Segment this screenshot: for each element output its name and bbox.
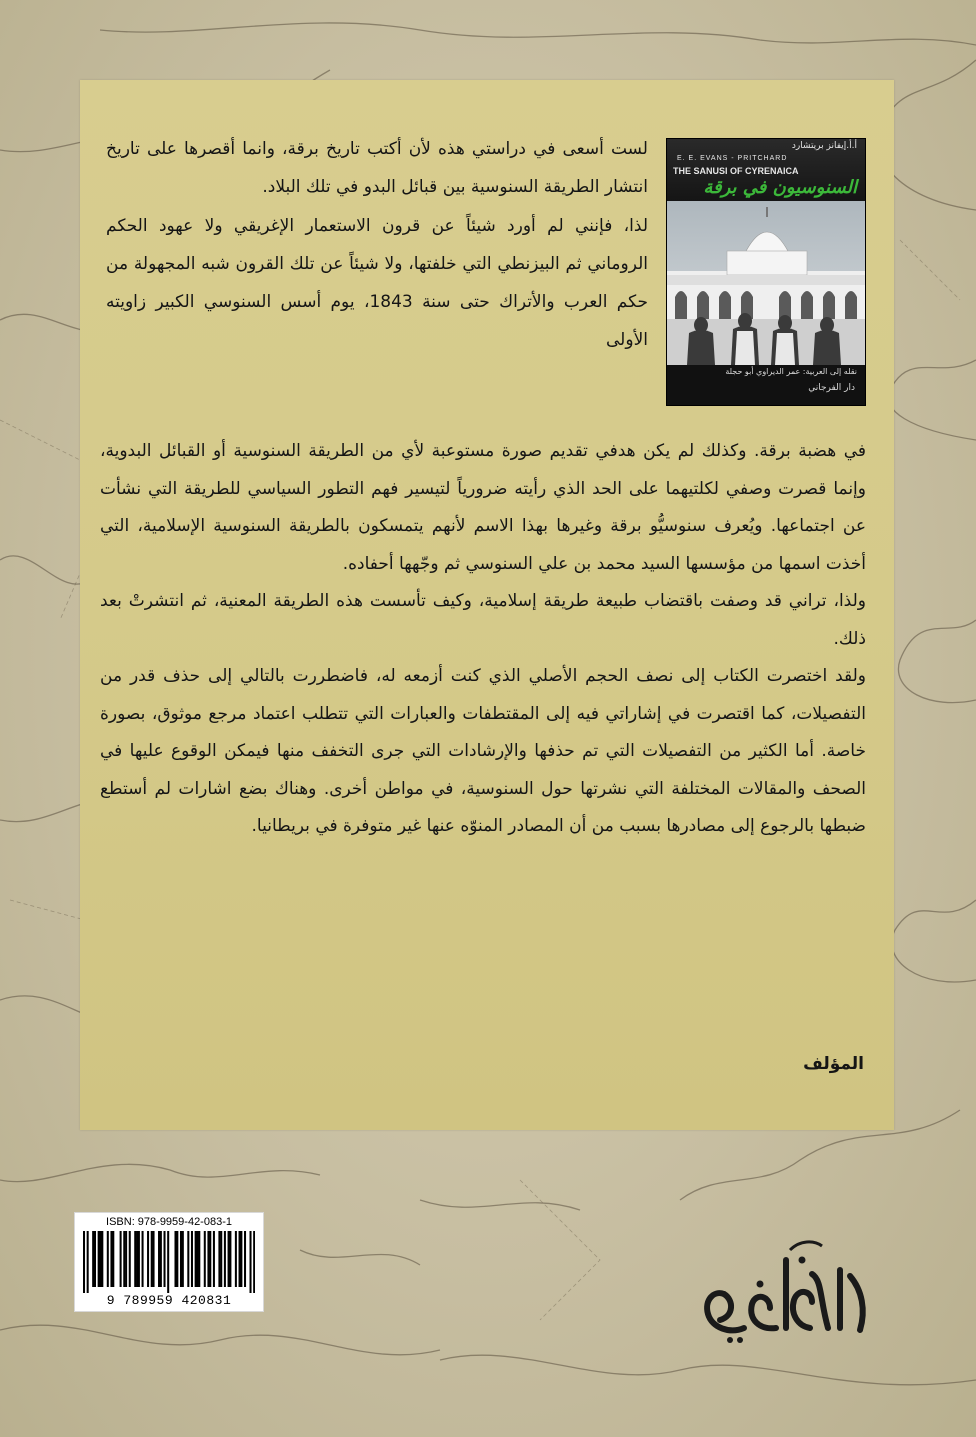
barcode-bar — [235, 1231, 237, 1287]
publisher-calligraphy — [690, 1230, 890, 1350]
barcode-bar — [92, 1231, 94, 1287]
barcode-bar — [220, 1231, 222, 1287]
barcode-bar — [174, 1231, 176, 1287]
barcode-bar — [191, 1231, 193, 1287]
barcode-bar — [125, 1231, 127, 1287]
isbn-barcode — [74, 1212, 264, 1312]
barcode-bar — [112, 1231, 114, 1287]
barcode-bar — [196, 1231, 198, 1287]
barcode-bar — [213, 1231, 215, 1287]
barcode-bar — [138, 1231, 140, 1287]
barcode-bar — [204, 1231, 206, 1287]
mosque-photo — [667, 201, 865, 365]
barcode-bar — [250, 1231, 252, 1293]
barcode-bar — [101, 1231, 103, 1287]
barcode-bar — [160, 1231, 162, 1287]
intro-text — [106, 130, 648, 360]
barcode-bar — [195, 1231, 197, 1287]
barcode-bar — [240, 1231, 242, 1287]
barcode-bar — [142, 1231, 144, 1287]
barcode-bar — [83, 1231, 85, 1293]
barcode-bar — [209, 1231, 211, 1287]
barcode-bar — [147, 1231, 149, 1287]
barcode-bar — [99, 1231, 101, 1287]
barcode-bar — [187, 1231, 189, 1287]
thumbnail-title-ar: السنوسيون في برقة — [703, 177, 857, 198]
author-signature: المؤلف — [803, 1054, 864, 1074]
body-paragraph-3: ولقد اختصرت الكتاب إلى نصف الحجم الأصلي الذي كنت أزمعه له، فاضطررت بالتالي إلى حذف قدر من التفصيلات، كما اقتصرت في إشاراتي فيه إلى المقتطفات والعبارات التي تتطلب اعتماد مرجع موثوق، بصورة خاصة. أما الكثير من التفصيلات التي تم حذفها والإرشادات التي جرى التخفف منها فيمكن الوقوع عليها في الصحف والمقالات المختلفة التي نشرتها حول السنوسية، في مواطن أخرى. وهناك بضع اشارات لم أستطع ضبطها بالرجوع إلى مصادرها بسبب من أن المصادر المنوّه عنها غير متوفرة في بريطانيا. — [100, 666, 866, 836]
barcode-bar — [164, 1231, 166, 1287]
barcode-bar — [176, 1231, 178, 1287]
publisher-logo — [690, 1230, 890, 1354]
barcode-bar — [180, 1231, 182, 1287]
barcode-bar — [167, 1231, 169, 1293]
body-text — [100, 433, 866, 846]
barcode-bar — [218, 1231, 220, 1287]
thumbnail-authors: E. E. EVANS - PRITCHARD — [677, 155, 788, 162]
barcode-bar — [94, 1231, 96, 1287]
thumbnail-title-en: THE SANUSI OF CYRENAICA — [673, 166, 799, 176]
book-cover-thumbnail — [666, 138, 866, 406]
barcode-bar — [158, 1231, 160, 1287]
intro-paragraph-1: لست أسعى في دراستي هذه لأن أكتب تاريخ برقة، وانما أقصرها على تاريخ انتشار الطريقة السنوسية بين قبائل البدو في تلك البلاد. — [106, 139, 648, 198]
barcode-bar — [153, 1231, 155, 1287]
barcode-bar — [244, 1231, 246, 1287]
intro-paragraph-2: لذا، فإنني لم أورد شيئاً عن قرون الاستعمار الإغريقي ولا عهود الحكم الروماني ثم البيزنطي التي خلفتها، ولا شيئاً عن تلك القرون شبه المجهولة من حكم العرب والأتراك حتى سنة 1843، يوم أسس السنوسي الكبير زاويته الأولى — [106, 215, 648, 351]
barcode-bar — [228, 1231, 230, 1287]
barcode-bar — [134, 1231, 136, 1287]
thumbnail-publisher-logo: دار الفرجاني — [808, 383, 855, 393]
barcode-bar — [129, 1231, 131, 1287]
barcode-bar — [182, 1231, 184, 1287]
barcode-bar — [239, 1231, 241, 1287]
barcode-bar — [98, 1231, 100, 1287]
barcode-bar — [198, 1231, 200, 1287]
barcode-bar — [229, 1231, 231, 1287]
body-paragraph-1: في هضبة برقة. وكذلك لم يكن هدفي تقديم صورة مستوعبة لأي من الطريقة السنوسية أو القبائل البدوية، وإنما قصرت وصفي لكلتيهما على الحد الذي رأيته ضرورياً لتيسير فهم التطور السياسي للطريقة التي نشأت عن اجتماعها. ويُعرف سنوسيُّو برقة وغيرها بهذا الاسم لأنهم يتمسكون بالطريقة السنوسية الإسلامية، التي أخذت اسمها من مؤسسها السيد محمد بن علي السنوسي ثم وجّهها أحفاده. — [100, 441, 866, 574]
thumbnail-translator: نقله إلى العربية: عمر الديراوي أبو حجلة — [725, 367, 857, 376]
isbn-label: ISBN: 978-9959-42-083-1 — [106, 1216, 232, 1228]
barcode-bar — [107, 1231, 109, 1287]
barcode-bar — [87, 1231, 89, 1293]
barcode-bar — [151, 1231, 153, 1287]
body-paragraph-2: ولذا، تراني قد وصفت باقتضاب طبيعة طريقة إسلامية، وكيف تأسست هذه الطريقة المعنية، ثم انتشرتْ بعد ذلك. — [100, 591, 866, 649]
thumbnail-series: أ.أ.إيفانز بريتشارد — [791, 141, 857, 151]
barcode-bar — [253, 1231, 255, 1293]
barcode-bars — [83, 1231, 255, 1293]
barcode-bar — [207, 1231, 209, 1287]
barcode-bar — [136, 1231, 138, 1287]
barcode-bar — [224, 1231, 226, 1287]
barcode-bar — [120, 1231, 122, 1287]
barcode-bar — [123, 1231, 125, 1287]
barcode-bar — [110, 1231, 112, 1287]
barcode-digits: 9 789959 420831 — [106, 1293, 232, 1308]
